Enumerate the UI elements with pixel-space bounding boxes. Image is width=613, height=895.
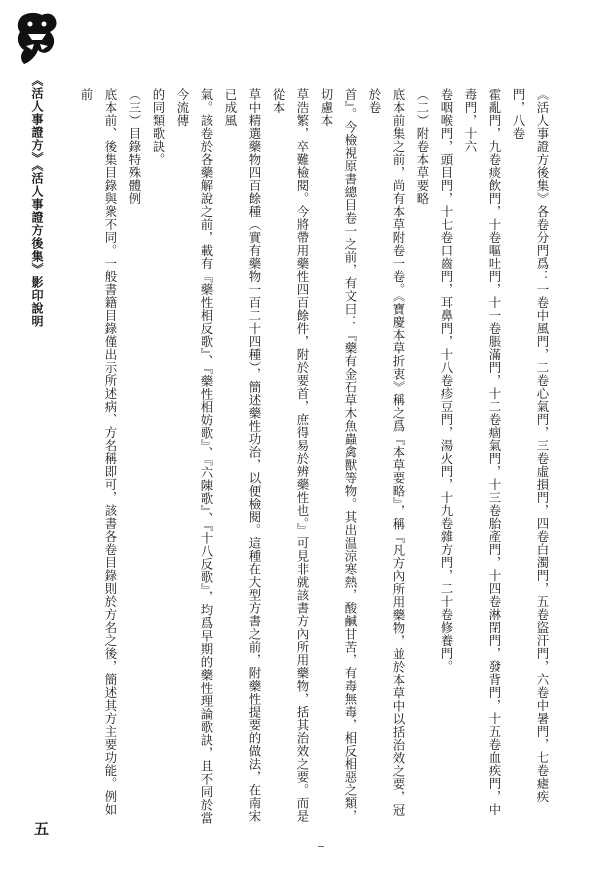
text-line: 霍亂門，九卷痰飲門，十卷嘔吐門，十一卷脹滿門，十二卷痼氣門，十三卷胎產門，十四卷淋閉門，發背門，十五卷血疾門，中毒門，十六 xyxy=(463,88,502,816)
section-heading: （三）目錄特殊體例 xyxy=(127,88,142,205)
text-line: 底本前、後集目錄與衆不同。一般書籍目錄僅出示所述病、方名稱即可，該書各卷目錄則於方名之後，簡述其方主要功能。例如前 xyxy=(79,88,118,816)
text-line xyxy=(70,88,74,828)
text-line: 《活人事證方後集》各卷分門爲：一卷中風門，二卷心氣門，三卷虛損門，四卷白濁門，五卷盜汗門，六卷中暑門，七卷瘧疾門，八卷 xyxy=(511,88,550,803)
page-number: 五 xyxy=(34,820,50,838)
text-line: 的同類歌訣。 xyxy=(151,88,166,166)
footer-divider xyxy=(318,846,324,847)
text-line: 卷咽喉門，頭目門，十七卷口齒門，耳鼻門，十八卷疹豆門，湯火門，十九卷雜方門，二十卷修養門。 xyxy=(439,88,454,673)
section-heading: （二）附卷本草要略 xyxy=(415,88,430,205)
text-line: 草中精選藥物四百餘種（實有藥物一百二十四種），簡述藥性功治，以便檢閱。這種在大型方書之前，附藥性提要的做法，在南宋已成風 xyxy=(223,88,262,823)
body-text-column-block xyxy=(70,88,554,828)
dragon-logo-icon xyxy=(14,10,60,68)
text-line: 氣。該卷於各藥解說之前，載有『藥性相反歌』、『藥性相妨歌』、『六陳歌』、『十八反歌』，均爲早期的藥性理論歌訣，且不同於當今流傳 xyxy=(175,88,214,825)
text-line: 草浩繁，卒難檢閱。今將帶用藥性四百餘件，附於要首，庶得易於辨藥性也。』可見非就該書方內所用藥物，括其治效之要。而是從本 xyxy=(271,88,310,823)
text-line: 首』。今檢視原書總目卷一之前，有文曰：『藥有金石草木魚蟲禽獸等物。其出温涼寒熱，酸鹹甘苦，有毒無毒，相反相惡之類，切慮本 xyxy=(319,88,358,823)
text-line: 底本前集之前，尚有本草附卷一卷。《寶慶本草折衷》稱之爲『本草要略』，稱『凡方內所用藥物，並於本草中以括治效之要，冠於卷 xyxy=(367,88,406,817)
running-header-title: 《活人事證方》《活人事證方後集》影印說明 xyxy=(30,74,44,328)
